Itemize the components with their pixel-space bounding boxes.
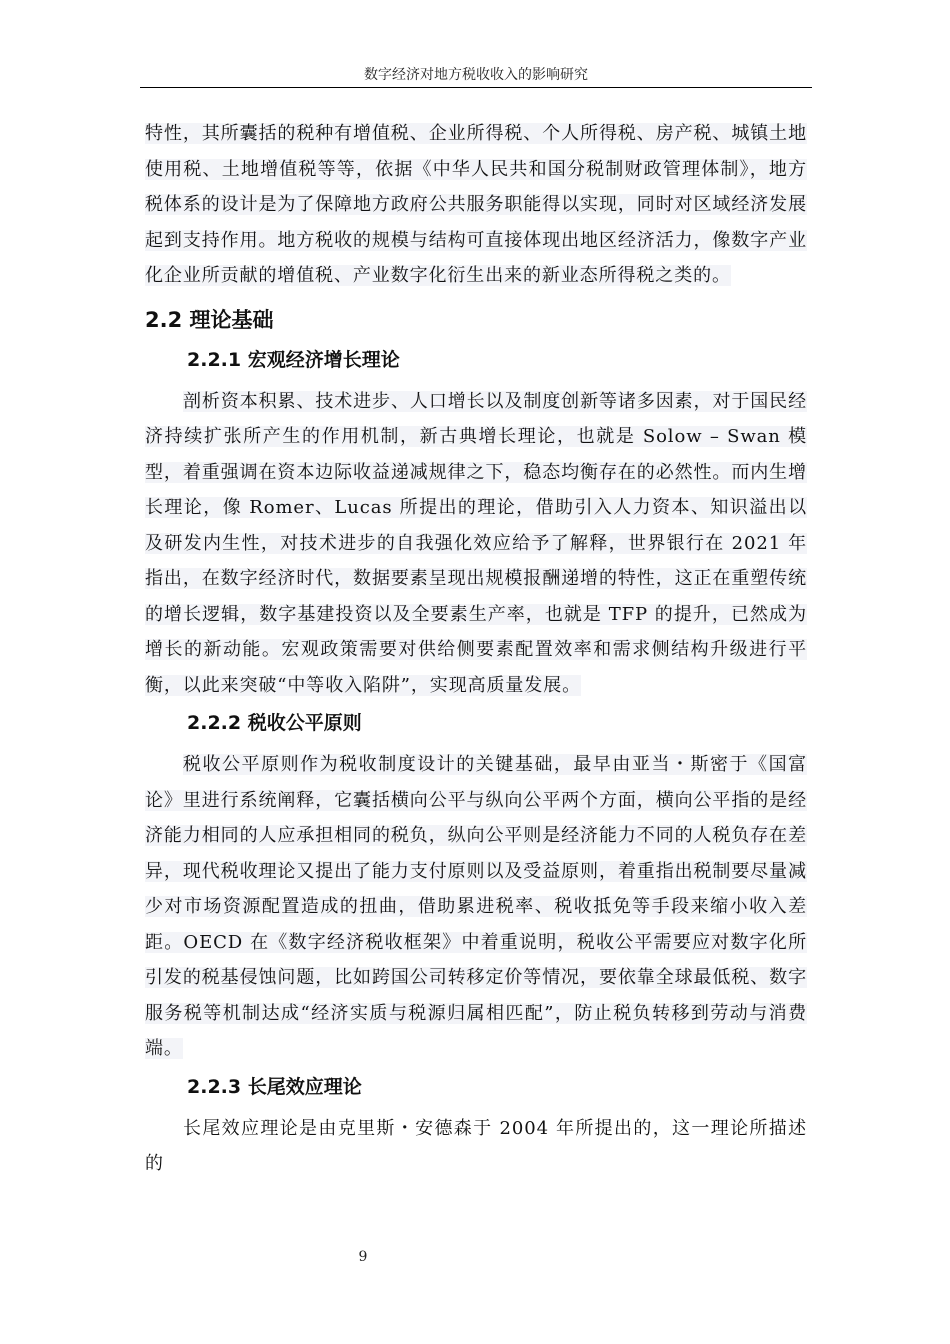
header-rule [140, 87, 812, 88]
paragraph-2-2-2 [145, 747, 807, 1067]
paragraph-intro-text: 特性，其所囊括的税种有增值税、企业所得税、个人所得税、房产税、城镇土地使用税、土地增值税等等，依据《中华人民共和国分税制财政管理体制》，地方税体系的设计是为了保障地方政府公共服务职能得以实现，同时对区域经济发展起到支持作用。地方税收的规模与结构可直接体现出地区经济活力，像数字产业化企业所贡献的增值税、产业数字化衍生出来的新业态所得税之类的。 [145, 123, 807, 286]
paragraph-2-2-3 [145, 1111, 807, 1182]
page-number [0, 1248, 950, 1266]
subsection-heading-2-2-1: 2.2.1 宏观经济增长理论 [187, 348, 400, 371]
page-number-text: 9 [358, 1249, 368, 1265]
section-heading-2-2: 2.2 理论基础 [145, 307, 274, 332]
paragraph-intro [145, 116, 807, 294]
subsection-heading-2-2-2: 2.2.2 税收公平原则 [187, 712, 362, 734]
subsection-heading-2-2-3: 2.2.3 长尾效应理论 [187, 1075, 362, 1098]
paragraph-2-2-2-text: 税收公平原则作为税收制度设计的关键基础，最早由亚当・斯密于《国富论》里进行系统阐释，它囊括横向公平与纵向公平两个方面，横向公平指的是经济能力相同的人应承担相同的税负，纵向公平则是经济能力不同的人税负存在差异，现代税收理论又提出了能力支付原则以及受益原则，着重指出税制要尽量减少对市场资源配置造成的扭曲，借助累进税率、税收抵免等手段来缩小收入差距。OECD 在《数字经济税收框架》中着重说明，税收公平需要应对数字化所引发的税基侵蚀问题，比如跨国公司转移定价等情况，要依靠全球最低税、数字服务税等机制达成“经济实质与税源归属相匹配”，防止税负转移到劳动与消费端。 [145, 754, 807, 1059]
paragraph-2-2-3-text: 长尾效应理论是由克里斯・安德森于 2004 年所提出的，这一理论所描述的 [145, 1117, 807, 1174]
page-content [145, 116, 807, 1182]
running-header: 数字经济对地方税收收入的影响研究 [364, 67, 588, 83]
paragraph-2-2-1-text: 剖析资本积累、技术进步、人口增长以及制度创新等诸多因素，对于国民经济持续扩张所产生的作用机制，新古典增长理论，也就是 Solow – Swan 模型，着重强调在资本边际收益递减规律之下，稳态均衡存在的必然性。而内生增长理论，像 Romer、Lucas 所提出的理论，借助引入人力资本、知识溢出以及研发内生性，对技术进步的自我强化效应给予了解释，世界银行在 2021 年指出，在数字经济时代，数据要素呈现出规模报酬递增的特性，这正在重塑传统的增长逻辑，数字基建投资以及全要素生产率，也就是 TFP 的提升，已然成为增长的新动能。宏观政策需要对供给侧要素配置效率和需求侧结构升级进行平衡，以此来突破“中等收入陷阱”，实现高质量发展。 [145, 390, 807, 696]
paragraph-2-2-1 [145, 384, 807, 704]
